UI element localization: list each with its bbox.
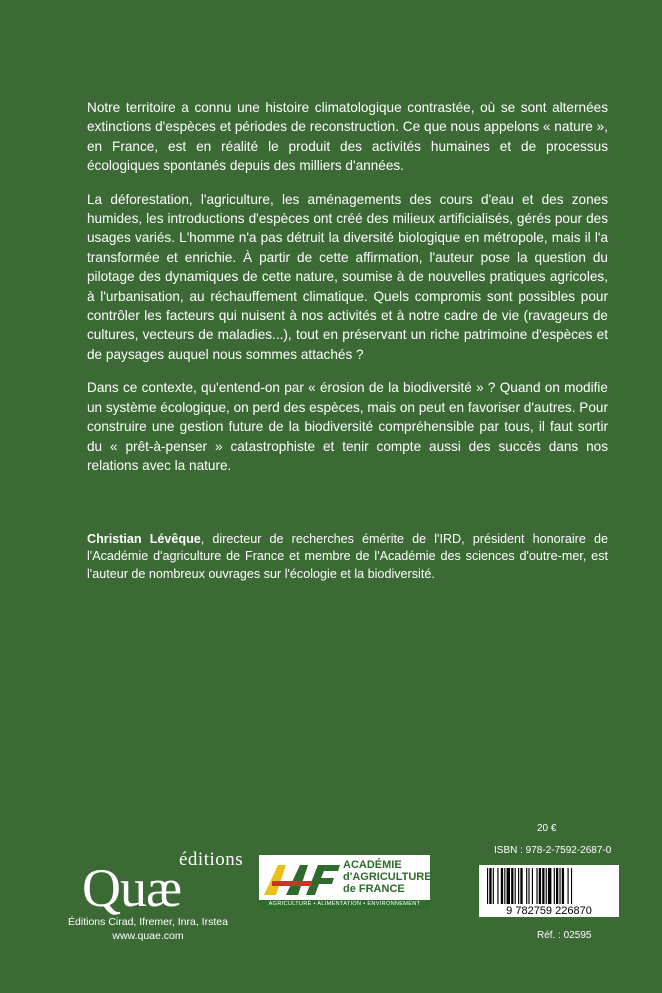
barcode-bar [542,868,544,904]
barcode-bar [548,868,551,904]
barcode-digits: 9 782759 226870 [506,905,592,917]
price: 20 € [537,823,557,834]
barcode-bar [507,868,510,904]
barcode-bar [546,868,547,904]
isbn: ISBN : 978-2-7592-2687-0 [494,845,612,856]
barcode-bar [518,868,519,904]
barcode-bar [554,868,555,904]
barcode-bar [539,868,541,904]
barcode-bar [562,868,564,904]
academie-line-1: ACADÉMIE [343,859,402,871]
barcode-bar [497,868,498,904]
barcode-bar [568,868,569,904]
paragraph-1: Notre territoire a connu une histoire climatologique contrastée, où se sont alternées extinctions d'espèces et périodes de reconstruction. Ce que nous appelons « nature », en France, est en réalité le produit des activités humaines et de processus écologiques spontanés depuis des milliers d'années. [87,100,608,174]
barcode-bar [528,868,529,904]
barcode-bar [504,868,505,904]
aaf-letters: AAF [265,879,267,880]
author-bio [87,531,608,583]
barcode-bar [526,868,527,904]
paragraph-2: La déforestation, l'agriculture, les aménagements des cours d'eau et des zones humides, les introductions d'espèces ont créé des milieux artificialisés, gérés pour des usages variés. L'homme n'a pas détruit la diversité biologique en métropole, mais il l'a transformée et enrichie. À partir de cette affirmation, l'auteur pose la question du pilotage des dynamiques de cette nature, soumise à de nouvelles pratiques agricoles, à l'urbanisation, au réchauffement climatique. Quels compromis sont possibles pour contrôler les facteurs qui nuisent à nos activités et à notre cadre de vie (ravageurs de cultures, vecteurs de maladies...), tout en préservant un riche patrimoine d'espèces et de paysages auquel nous sommes attachés ? [87,191,608,362]
barcode-bar [536,868,537,904]
barcode-bar [520,868,522,904]
back-cover-text [87,98,608,489]
publisher-url: www.quae.com [112,930,184,942]
barcode-bar [489,868,491,904]
barcode-bar [559,868,560,904]
reference-number: Réf. : 02595 [537,930,592,941]
barcode-bar [515,868,516,904]
academie-line-2: d'AGRICULTURE [343,871,432,883]
academie-tagline: AGRICULTURE • ALIMENTATION • ENVIRONNEMENT [259,900,430,909]
academie-line-3: de FRANCE [343,883,405,895]
author-name: Christian Lévêque [87,532,201,546]
barcode-bar [532,868,533,904]
quae-wordmark: Quæ [82,858,182,918]
author-bio-text: , directeur de recherches émérite de l'IRD, président honoraire de l'Académie d'agriculture de France et membre de l'Académie des sciences d'outre-mer, est l'auteur de nombreux ouvrages sur l'écologie et la biodiversité. [87,532,608,581]
barcode-bar [556,868,558,904]
barcode-bars [479,865,619,917]
publisher-info [48,915,248,943]
quae-logo [78,849,244,919]
paragraph-3: Dans ce contexte, qu'entend-on par « érosion de la biodiversité » ? Quand on modifie un système écologique, on perd des espèces, mais on peut en favoriser d'autres. Pour construire une gestion future de la biodiversité compréhensible par tous, il faut sortir du « prêt-à-penser » catastrophiste et tenir compte aussi des succès dans nos relations avec la nature. [87,380,608,473]
academie-agriculture-logo [259,855,430,909]
barcode-bar [501,868,503,904]
publisher-partners: Éditions Cirad, Ifremer, Inra, Irstea [68,916,228,928]
barcode [479,865,619,917]
barcode-bar [487,868,488,904]
quae-editions-label: éditions [179,849,244,870]
barcode-bar [511,868,513,904]
barcode-bar [493,868,494,904]
barcode-bar [571,868,572,904]
aaf-emblem-icon [262,859,342,899]
